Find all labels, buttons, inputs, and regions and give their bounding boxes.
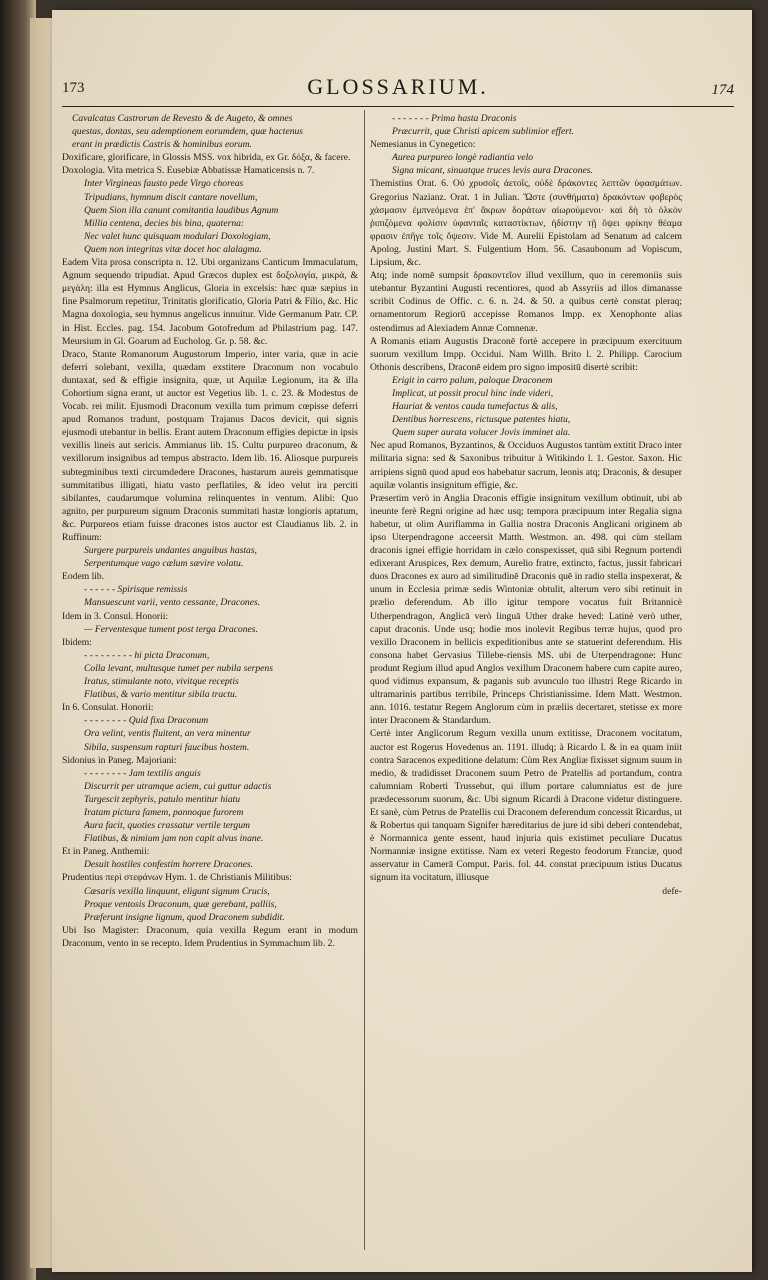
verse-line: - - - - - - Spirisque remissis [84,584,188,596]
verse-line: Hauriat & ventos cauda tumefactus & alis, [392,401,558,413]
verse-line: Mansuescunt varii, vento cessante, Dracones. [84,597,261,609]
verse-line: - - - - - - - - Jam textilis anguis [84,767,201,779]
text-paragraph: Eodem lib. [62,571,105,583]
verse-line: questas, dontas, seu ademptionem eorumdem, quæ hactenus [72,126,304,138]
verse-line: Sibila, suspensum rapturi faucibus hostem. [84,741,250,753]
verse-line: Aura facit, quoties crassatur vertile tergum [84,820,250,832]
text-paragraph: Doxificare, glorificare, in Glossis MSS. vox hibrida, ex Gr. δόξα, & facere. [62,152,351,164]
verse-line: Tripudians, hymnum discit cantare novellum, [84,191,258,203]
text-paragraph: Eadem Vita prosa conscripta n. 12. Ubi organizans Canticum Immaculatum, Agnum sequendo tripudiat. Apud Græcos duplex est δοξολογία, μικρά, & μεγάλη: illa est Hymnus Anglicus, Gloria in excelsis: hæc quæ sæpius in fine Psalmorum repetitur, Trinitatis glorificatio, Gloria Patri & Filio, &c. Hic Magna doxologia, seu hymnus angelicus innuitur. Vide Germanum Patr. CP. in Hist. Eccles. pag. 154. Jacobum Gotofredum ad Philastrium pag. 147. Meursium in Gl. Goarum ad Eucholog. Gr. p. 58. &c. [62,257,358,347]
verse-line: Serpentumque vago cælum sævire volatu. [84,558,244,570]
text-paragraph: Et in Paneg. Anthemii: [62,846,150,858]
text-paragraph: Nec apud Romanos, Byzantinos, & Occiduos Augustos tantùm extitit Draco inter militaria signa: sed & Saxonibus tribuitur à Witikindo l. 1. Gestor. Saxon. Hic arripiens signū quod apud eos habebatur sacrum, leonis atq; Draconis, & desuper aquilæ volantis insignitum effigie, &c. [370,440,682,491]
text-paragraph: Draco, Stante Romanorum Augustorum Imperio, inter varia, quæ in acie deferri solebant, vexilla, quædam exstitere Draconum non vocabulo duntaxat, sed & effigie insignita, quæ, ut Aquilæ Legionum, ita & illa Cohortium signa erant, ut auctor est Vegetius lib. 1. c. 23. & Modestus de Vocab. rei milit. Ejusmodi Draconum vexilla tum primum cœpisse deferri apud Romanos tradunt, postquam Trajanus Dacos devicit, qui signis ejusmodi utebantur in bellis. Erant autem Draconum effigies depictæ in ipsis vexillis lineis aut sericis. Ammianus lib. 15. Cultu purpureo draconum, & vexillorum insignibus ad tempus abstracto. Idem lib. 16. Aliosque purpureis subtegminibus texti circumdedere Dracones, hastarum aureis gemmatisque summitatibus illigati, hiatu vasto perflatiles, & ideo velut ira perciti sibilantes, caudarumque volumina relinquentes in ventum. Alibi: Quo agnito, per purpureum signum Draconis summitati hastæ longioris aptatum, &c. Purpureos etiam fuisse dracones istos auctor est Claudianus lib. 2. in Ruffinum: [62,348,358,543]
verse-line: - - - - - - - Prima hasta Draconis [392,113,517,124]
verse-line: Cæsaris vexilla linquunt, eligunt signum Crucis, [84,885,270,897]
verse-line: — Ferventesque tument post terga Dracones. [84,623,258,635]
verse-line: Colla levant, multusque tumet per nubila serpens [84,662,273,674]
column-divider [364,110,365,1250]
text-paragraph: Certè inter Anglicorum Regum vexilla unum extitisse, Draconem vocitatum, auctor est Rogerus Hovedenus an. 1191. illudq; à Ricardo I. & in ea quam iniit contra Saracenos expeditione delatum: Cùm Rex Angliæ fixisset signum suum in medio, & tradidisset Draconem suum Petro de Pratellis ad portandum, contra calumniam Roberti Trussebut, qui illum portare calumniatus est de jure prædecessorum suorum, &c. Ubi signum Ricardi à Dracone videtur distinguere. Et sanè, cùm Petrus de Pratellis cui Draconem deferendum concessit Ricardus, ut & Robertus qui tanquam Signifer hæreditarius de jure id sibi deberi contendebat, è Normannica gente essent, haud injuria quis existimet peculiare Ducatus Normanniæ insigne extitisse. Nam ex veteri Regesto feodorum Franciæ, quod asservatur in Camerā Comput. Paris. fol. 44. constat præcipuum istius Ducatus signum ita vocitatum, illiusque [370,728,682,884]
verse-line: Ora velint, ventis fluitent, an vera minentur [84,728,251,740]
text-paragraph: Prudentius περὶ στεφάνων Hym. 1. de Christianis Militibus: [62,872,292,884]
verse-line: Dentibus horrescens, rictusque patentes hiatu, [392,414,571,426]
text-paragraph: In 6. Consulat. Honorii: [62,702,154,714]
text-paragraph: Ubi Iso Magister: Draconum, quia vexilla Regum erant in modum Draconum, vento in se recepto. Idem Prudentius in Symmachum lib. 2. [62,924,358,949]
verse-line: Quem super aurata volucer Jovis imminet ala. [392,427,571,439]
text-paragraph: Sidonius in Paneg. Majoriani: [62,754,177,766]
text-paragraph: Atq; inde nomē sumpsit δρακοντεῖον illud vexillum, quo in ceremoniis suis utebantur Byzantini Augusti recentiores, quod ab Assyriis ad illos dimanasse scribit Codinus de Offic. c. 6. n. 24. & 50. a quibus certè constat pleraq; ornamentorum Regiorū accepisse Romanos Impp. ex Xenophonte alias ostendimus ad Alexiadem Annæ Comnenæ. [370,270,682,334]
verse-line: - - - - - - - - - hi picta Draconum, [84,649,210,661]
book-page [52,10,752,1272]
page-number-right: 174 [711,82,734,98]
verse-line: Erigit in carro palum, paloque Draconem [392,374,553,386]
text-paragraph: Themistius Orat. 6. Οὐ χρυσοῖς ἀετοῖς, οὐδὲ δράκοντες λεπτῶν ὑφασμάτων. Gregorius Nazianz. Orat. 1 in Julian. Ὥστε (συνθήματα) δρακόντων φοβερὸς χάσμασιν ἐμπνεόμενα ἐπ' ἄκρων δοράτων αἰωρούμενοι· καὶ δὴ τὸ ὁλκὸν ῥιπιζόμενα φολίσιν ὑφανταῖς καταστίκτων, ἡδίστην τῇ ὄψει φρίκην θέαμα φρασιν ἐπῆγε τοῖς ὄψεσιν. Vide M. Aurelii Epistolam ad Senatum ad calcem Apolog. Justini Mart. S. Fulgentium Hom. 56. Casaubonum ad Vopiscum, Lipsium, &c. [370,178,682,269]
verse-line: erant in prædictis Castris & hominibus eorum. [72,139,252,151]
verse-line: Discurrit per utramque aciem, cui guttur adactis [84,780,272,792]
text-paragraph: defe- [662,885,682,897]
verse-line: Iratam pictura famem, pannoque furorem [84,806,244,818]
text-paragraph: Ibidem: [62,636,92,648]
verse-line: Signa micant, sinuatque truces levis aura Dracones. [392,165,593,177]
verse-line: Turgescit zephyris, patulo mentitur hiatu [84,793,241,805]
verse-line: Proque ventosis Draconum, quæ gerebant, palliis, [84,898,277,910]
left-column [62,112,358,950]
right-column [370,112,682,898]
verse-line: Nec valet hunc quisquam modulari Doxologiam, [84,230,271,242]
verse-line: Flatibus, & nimium jam non capit alvus inane. [84,833,264,845]
verse-line: Millia centena, decies bis bina, quaterna: [84,217,245,229]
text-paragraph: A Romanis etiam Augustis Draconē fortè accepere in præcipuum exercituum suorum vexillum Impp. Occidui. Nam Willh. Brito l. 2. Philipp. Carocium Othonis describens, Draconē eidem pro signo impositū disertè scribit: [370,335,682,373]
verse-line: Implicat, ut possit procul hinc inde videri, [392,387,554,399]
verse-line: Præcurrit, quæ Christi apicem sublimior effert. [392,126,575,138]
verse-line: - - - - - - - - Quid fixa Draconum [84,715,209,727]
running-header [62,74,734,106]
verse-line: Quem non integritas vitæ docet hoc alalagma. [84,243,262,255]
text-paragraph: Præsertim verò in Anglia Draconis effigie insignitum vexillum obtinuit, ubi ab ineunte ferè Regni origine ad hæc usq; tempora præcipuum inter Regalia signa habetur, ut olim Auriflamma in Gallia nostra Draconis Anglicani originem ab ipso Uterpendragone acceersit Matth. Westmon. an. 498. qui cùm stellam draconis ignei effigie horridam in cælo conspexisset, quā sibi Regnum portendi edixerant Aruspices, Rex demum, Aurelio fratre, extincto, factus, jussit fabricari duos Dracones ex auro ad similitudinē Draconis quē in radio stella inspexerat, & unum in Ecclesia primæ sedis Wintoniæ obtulit, alterum vero sibi retinuit in prælio deferendum. Ab illo igitur tempore vocatus fuit Britannicè Utherpendragon, Anglicā verò linguā Uther drake heved: Latinè verò uther, caput draconis. Unde usq; hodie mos inolevit Regibus terræ hujus, quod pro vexillo Draconem in bellicis expeditionibus ante se statuerint deferendum. His consona habet Gervasius Tillebe-riensis MS. ubi de Uterpendragone: Hunc produnt Regium illud apud Anglos vexillum Draconem habere cum capite aureo, quod vidimus expansum, & paganis sub avunculo tuo illustri Rege Ricardo in ultramarinis partibus terribile, Princeps Christianissime. Idem Matt. Westmon. ann. 1016. testatur Regem Anglorum cùm in præliis decertaret, stetisse ex more inter Draconem & Standardum. [370,492,682,727]
verse-line: Flatibus, & vario mentitur sibila tractu. [84,689,238,701]
verse-line: Quem Sion illa canunt comitantia laudibus Agnum [84,204,279,216]
page-number-left: 173 [62,80,85,96]
text-paragraph: Nemesianus in Cynegetico: [370,139,476,151]
verse-line: Aurea purpureo longè radiantia velo [392,152,534,164]
verse-line: Desuit hostiles confestim horrere Dracones. [84,859,254,871]
verse-line: Cavalcatas Castrorum de Revesto & de Augeto, & omnes [72,113,293,124]
running-title: GLOSSARIUM. [307,74,489,99]
text-paragraph: Idem in 3. Consul. Honorii: [62,610,169,622]
verse-line: Præferunt insigne lignum, quod Draconem subdidit. [84,911,285,923]
verse-line: Surgere purpureis undantes anguibus hastas, [84,545,257,557]
header-rule [62,106,734,107]
verse-line: Iratus, stimulante noto, vivitque receptis [84,676,239,688]
text-paragraph: Doxologia. Vita metrica S. Eusebiæ Abbatissæ Hamaticensis n. 7. [62,165,315,177]
verse-line: Inter Virgineas fausto pede Virgo choreas [84,178,244,190]
